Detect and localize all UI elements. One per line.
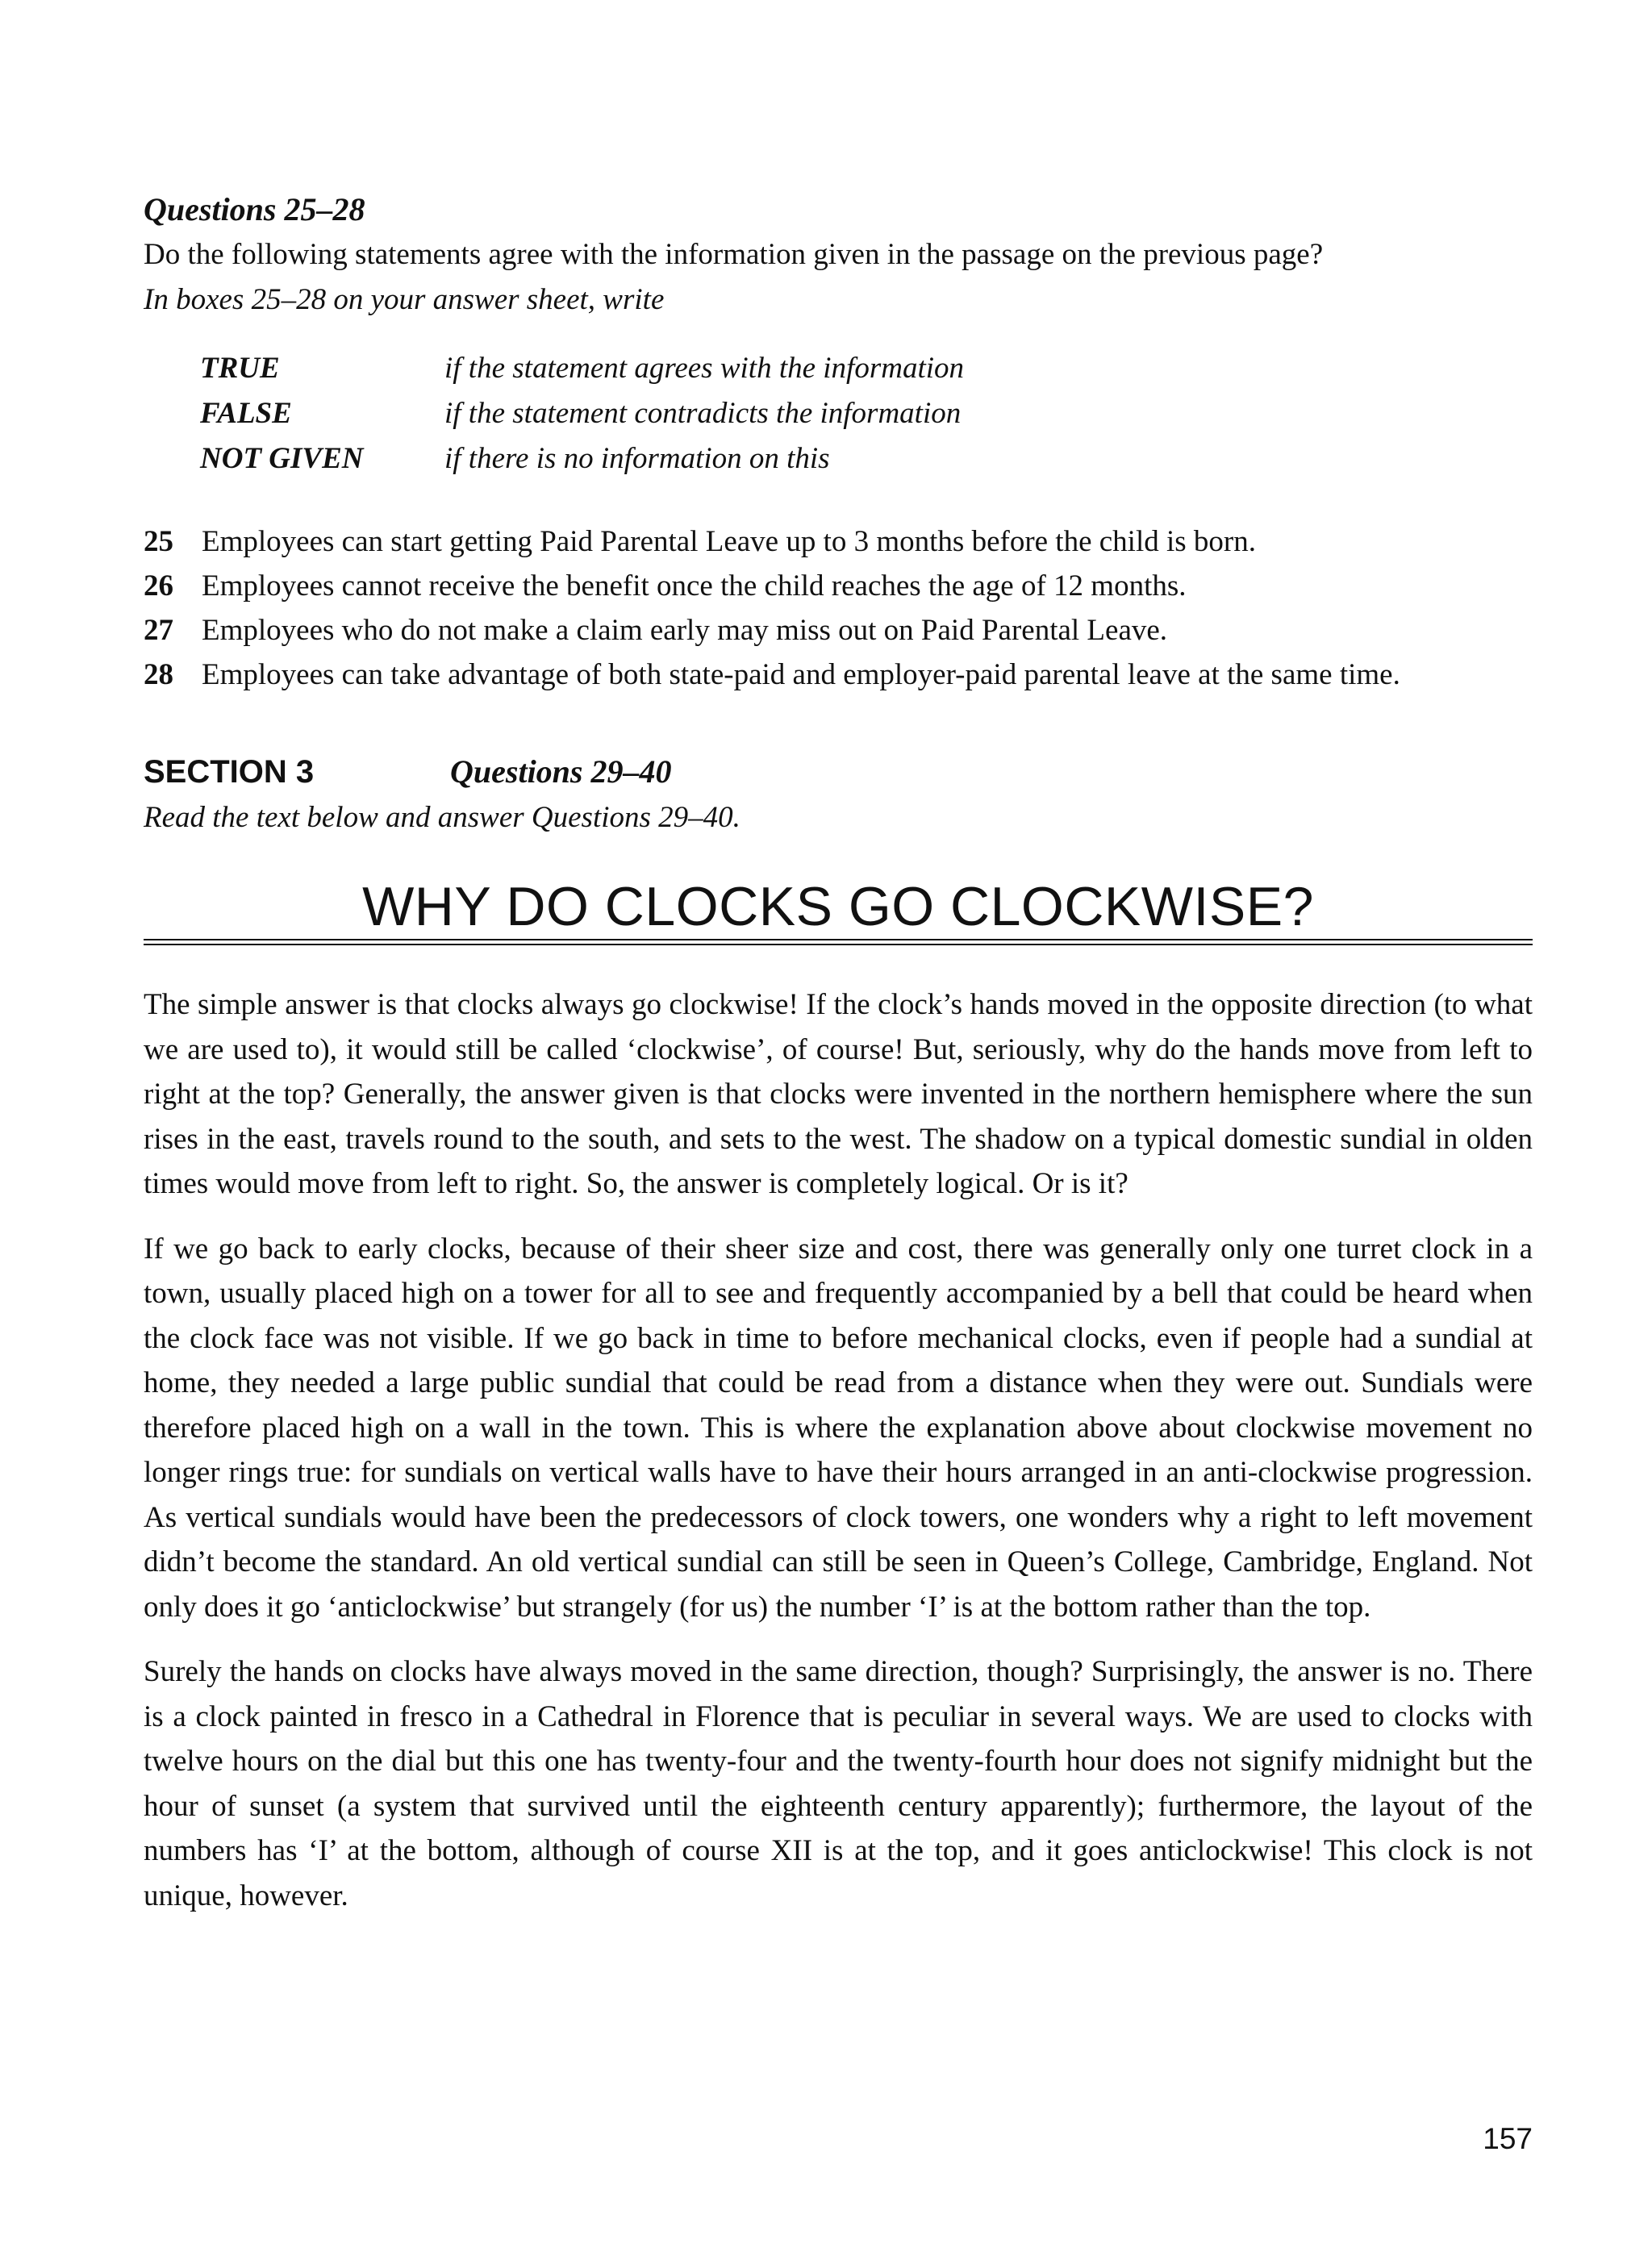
statement-text: Employees cannot receive the benefit once the child reaches the age of 12 months. bbox=[202, 569, 1187, 603]
statement-text: Employees can take advantage of both state-paid and employer-paid parental leave at the same time. bbox=[202, 658, 1400, 691]
legend-key-false: FALSE bbox=[200, 396, 292, 430]
legend-key-true: TRUE bbox=[200, 351, 280, 385]
section-instruction: Read the text below and answer Questions 29–40. bbox=[144, 801, 740, 834]
answer-sheet-instruction: In boxes 25–28 on your answer sheet, write bbox=[144, 283, 665, 316]
article-paragraph: The simple answer is that clocks always go clockwise! If the clock’s hands moved in the opposite direction (to what we are used to), it would still be called ‘clockwise’, of course! But, seriously, why do the hands move from left to right at the top? Generally, the answer given is that clocks were invented in the northern hemisphere where the sun rises in the east, travels round to the south, and sets to the west. The shadow on a typical domestic sundial in olden times would move from left to right. So, the answer is completely logical. Or is it? bbox=[144, 988, 1533, 1200]
section-label: SECTION 3 bbox=[144, 754, 315, 790]
article-paragraph: If we go back to early clocks, because of their sheer size and cost, there was generally only one turret clock in a town, usually placed high on a tower for all to see and frequently accompanied by a bell that could be heard when the clock face was not visible. If we go back in time to before mechanical clocks, even if people had a sundial at home, they needed a large public sundial that could be read from a distance when they were out. Sundials were therefore placed high on a wall in the town. This is where the explanation above about clockwise movement no longer rings true: for sundials on vertical walls have to have their hours arranged in an anti-clockwise progression. As vertical sundials would have been the predecessors of clock towers, one wonders why a right to left movement didn’t become the standard. An old vertical sundial can still be seen in Queen’s College, Cambridge, England. Not only does it go ‘anticlockwise’ but strangely (for us) the number ‘I’ is at the bottom rather than the top. bbox=[144, 1232, 1533, 1624]
legend-row bbox=[200, 345, 964, 390]
legend-meaning-not-given: if there is no information on this bbox=[444, 441, 830, 475]
statement-item bbox=[144, 608, 1533, 653]
section-questions: Questions 29–40 bbox=[450, 753, 672, 790]
page-content bbox=[144, 187, 1533, 1938]
article-paragraph: Surely the hands on clocks have always moved in the same direction, though? Surprisingly, the answer is no. There is a clock painted in fresco in a Cathedral in Florence that is peculiar in several ways. We are used to clocks with twelve hours on the dial but this one has twenty-four and the twenty-fourth hour does not signify midnight but the hour of sunset (a system that survived until the eighteenth century apparently); furthermore, the layout of the numbers has ‘I’ at the bottom, although of course XII is at the top, and it goes anticlockwise! This clock is not unique, however. bbox=[144, 1655, 1533, 1912]
legend-meaning-false: if the statement contradicts the information bbox=[444, 396, 962, 430]
questions-25-28-heading: Questions 25–28 bbox=[144, 191, 365, 227]
legend-row bbox=[200, 390, 964, 436]
statement-item bbox=[144, 653, 1533, 697]
section-header bbox=[144, 749, 1533, 795]
statement-number: 28 bbox=[144, 658, 173, 691]
answer-legend bbox=[200, 345, 964, 481]
statement-text: Employees who do not make a claim early may miss out on Paid Parental Leave. bbox=[202, 614, 1168, 647]
statement-text: Employees can start getting Paid Parental Leave up to 3 months before the child is born. bbox=[202, 525, 1256, 558]
legend-key-not-given: NOT GIVEN bbox=[200, 441, 364, 475]
statement-list bbox=[144, 519, 1533, 697]
article-title: WHY DO CLOCKS GO CLOCKWISE? bbox=[362, 876, 1314, 937]
statement-item bbox=[144, 564, 1533, 608]
statement-number: 27 bbox=[144, 614, 173, 647]
legend-row bbox=[200, 436, 964, 481]
legend-meaning-true: if the statement agrees with the information bbox=[444, 351, 965, 385]
article-title-block bbox=[144, 874, 1533, 945]
article-body bbox=[144, 982, 1533, 1918]
questions-instruction: Do the following statements agree with the information given in the passage on the previous page? bbox=[144, 238, 1324, 271]
statement-item bbox=[144, 519, 1533, 564]
statement-number: 26 bbox=[144, 569, 173, 603]
title-double-rule bbox=[144, 939, 1533, 945]
statement-number: 25 bbox=[144, 525, 173, 558]
page-number: 157 bbox=[1483, 2122, 1533, 2155]
